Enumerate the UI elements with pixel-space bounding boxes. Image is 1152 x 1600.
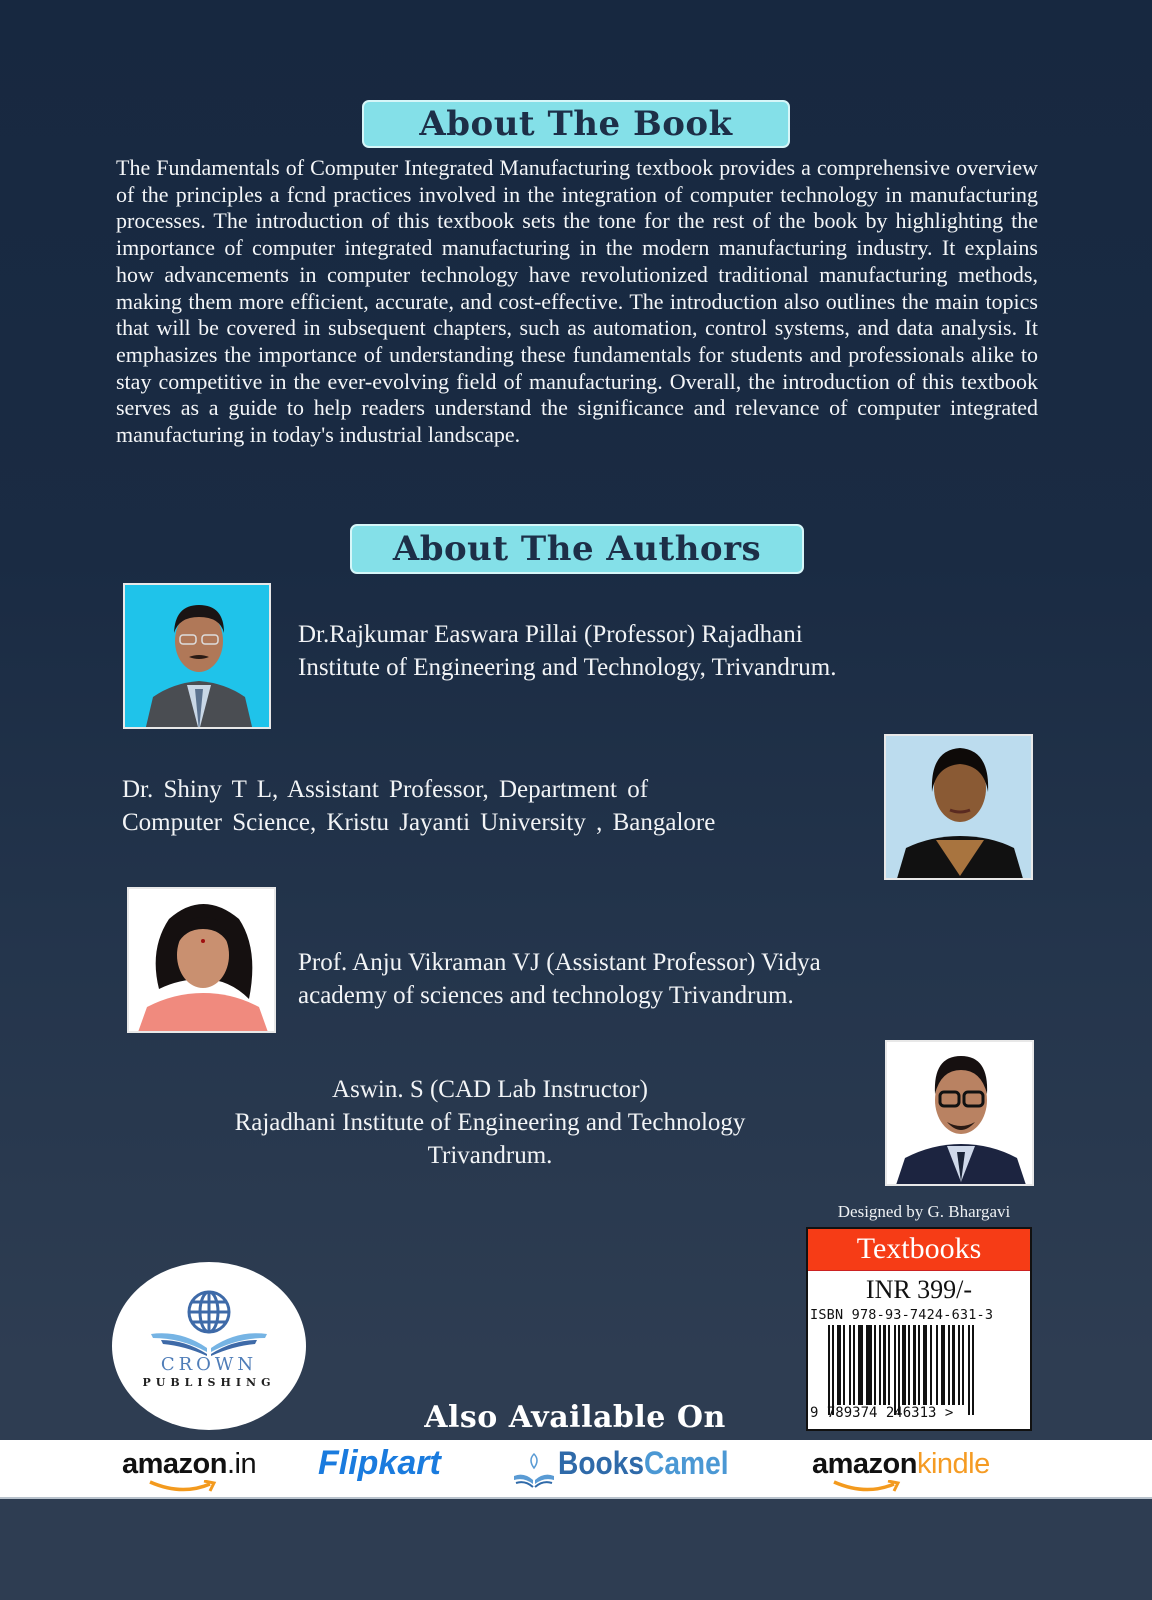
author-3-line-1: Prof. Anju Vikraman VJ (Assistant Professor) Vidya [298,949,821,976]
author-photo-2 [884,734,1033,880]
publisher-subtitle: PUBLISHING [142,1376,276,1389]
author-photo-3 [127,887,276,1033]
portrait-man-icon [125,585,271,729]
author-3-text [298,946,1038,1012]
about-authors-heading: About The Authors [350,524,804,574]
author-photo-1 [123,583,271,729]
kindle-suffix: kindle [916,1448,990,1480]
author-photo-4 [885,1040,1034,1186]
flipkart-name: Flipkart [318,1444,441,1482]
amazon-smile-icon [832,1480,902,1494]
barcode-icon [828,1325,978,1415]
amazon-smile-icon [148,1480,218,1494]
portrait-woman-icon [129,889,276,1033]
amazon-in-name: amazon [122,1448,227,1480]
store-logos-strip [0,1440,1152,1499]
publisher-logo [112,1262,306,1430]
author-1-line-2: Institute of Engineering and Technology, Trivandrum. [298,654,837,681]
author-4-line-3: Trivandrum. [427,1142,553,1169]
portrait-woman-icon [886,736,1033,880]
open-book-icon [512,1450,556,1490]
bookscamel-name: Books [558,1445,645,1481]
designer-credit: Designed by G. Bhargavi [837,1202,1011,1221]
author-1-text [298,618,1038,684]
author-2-line-1: Dr. Shiny T L, Assistant Professor, Department of [122,776,649,803]
about-book-text: The Fundamentals of Computer Integrated Manufacturing textbook provides a comprehensive overview of the principles a fcnd practices involved in the integration of computer technology in manufacturing processes. The introduction of this textbook sets the tone for the rest of the book by highlighting the importance of computer integrated manufacturing in the modern manufacturing industry. It explains how advancements in computer technology have revolutionized traditional manufacturing methods, making them more efficient, accurate, and cost-effective. The introduction also outlines the main topics that will be covered in subsequent chapters, such as automation, control systems, and data analysis. It emphasizes the importance of understanding these fundamentals for students and professionals alike to stay competitive in the ever-evolving field of manufacturing. Overall, the introduction of this textbook serves as a guide to help readers understand the significance and relevance of computer integrated manufacturing in today's industrial landscape. [116,155,1038,448]
author-4-line-1: Aswin. S (CAD Lab Instructor) [332,1076,648,1103]
price-isbn-box [806,1227,1032,1431]
barcode-digits: 9 789374 246313 > [810,1405,954,1421]
author-4-line-2: Rajadhani Institute of Engineering and Technology [234,1109,746,1136]
globe-book-icon [149,1290,269,1356]
portrait-man-icon [887,1042,1034,1186]
amazon-kindle-name: amazon [812,1448,917,1480]
author-2-text [122,773,867,839]
price-label: INR 399/- [865,1275,973,1304]
amazon-in-suffix: .in [226,1448,257,1480]
author-3-line-2: academy of sciences and technology Trivandrum. [298,982,794,1009]
isbn-label: ISBN 978-93-7424-631-3 [810,1307,994,1323]
bookscamel-suffix: Camel [644,1445,729,1481]
category-label: Textbooks [808,1229,1030,1271]
also-available-label: Also Available On [424,1400,726,1435]
author-2-line-2: Computer Science, Kristu Jayanti University , Bangalore [122,809,716,836]
publisher-name: CROWN [160,1354,258,1375]
author-4-text [140,1073,840,1172]
author-1-line-1: Dr.Rajkumar Easwara Pillai (Professor) Rajadhani [298,621,803,648]
about-book-heading: About The Book [362,100,790,148]
